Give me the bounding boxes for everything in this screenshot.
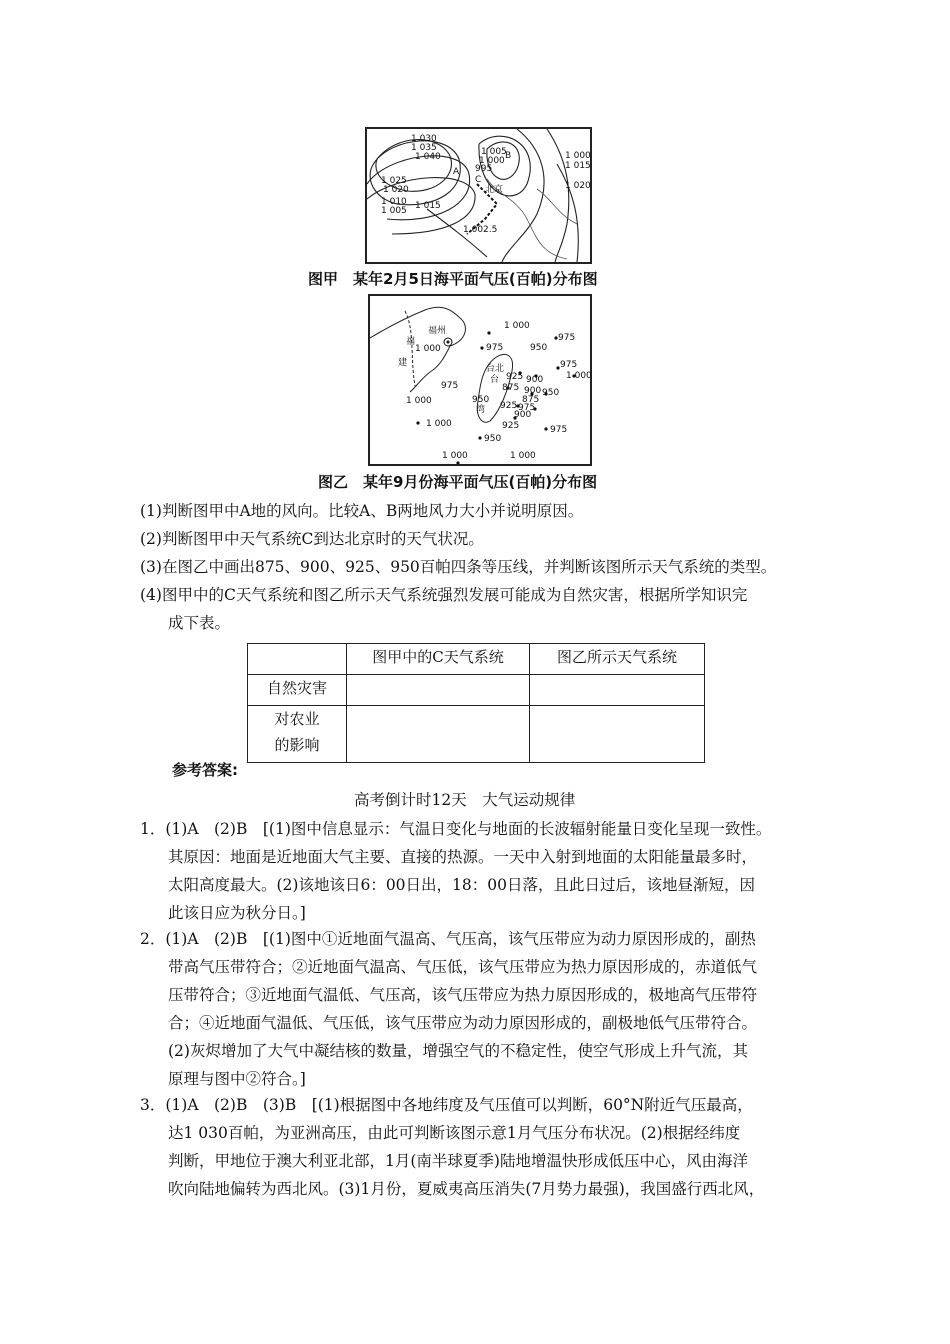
map-a-label: 1 010 bbox=[381, 197, 407, 207]
map-a-label: 995 bbox=[475, 164, 493, 174]
map-b-label: 建 bbox=[398, 358, 408, 368]
table-cell bbox=[347, 675, 530, 706]
map-b-label: 925 bbox=[502, 421, 520, 431]
answer-1-line: 此该日应为秋分日。] bbox=[168, 904, 306, 922]
map-b-label: 950 bbox=[542, 388, 560, 398]
map-b-label: 1 000 bbox=[504, 321, 530, 331]
map-b-label: 950 bbox=[530, 343, 548, 353]
map-a-label: 1 040 bbox=[415, 152, 441, 162]
map-a-label: 1 030 bbox=[411, 134, 437, 144]
taipei-label: 台北 bbox=[486, 364, 505, 374]
table-row-label-line: 对农业 bbox=[274, 710, 320, 728]
answer-heading: 参考答案: bbox=[172, 761, 238, 779]
map-b-label: 975 bbox=[550, 425, 568, 435]
coastline-b bbox=[370, 296, 590, 464]
answer-3-line: 吹向陆地偏转为西北风。(3)1月份，夏威夷高压消失(7月势力最强)，我国盛行西北风， bbox=[168, 1180, 765, 1198]
map-b-label: 1 000 bbox=[406, 396, 432, 406]
map-b-label: 1 000 bbox=[426, 419, 452, 429]
map-b-label: 875 bbox=[502, 383, 520, 393]
map-b-label: 925 bbox=[506, 372, 524, 382]
table-row-label bbox=[248, 706, 347, 763]
map-b-caption: 图乙 某年9月份海平面气压(百帕)分布图 bbox=[318, 473, 598, 491]
question-4: (4)图甲中的C天气系统和图乙所示天气系统强烈发展可能成为自然灾害，根据所学知识完 bbox=[140, 586, 748, 604]
question-4-cont: 成下表。 bbox=[168, 614, 231, 632]
answer-3-line: 达1 030百帕，为亚洲高压，由此可判断该图示意1月气压分布状况。(2)根据经纬度 bbox=[168, 1124, 741, 1142]
answer-2-line: 原理与图中②符合。] bbox=[168, 1070, 306, 1088]
map-b-label: 925 bbox=[500, 401, 518, 411]
point-a-label: A bbox=[453, 167, 460, 177]
question-3: (3)在图乙中画出875、900、925、950百帕四条等压线，并判断该图所示天气系统的类型。 bbox=[140, 558, 777, 576]
answer-2-line: 合；④近地面气温低、气压低，该气压带应为动力原因形成的，副极地低气压带符合。 bbox=[168, 1014, 758, 1032]
answer-2-line: 压带符合；③近地面气温低、气压高，该气压带应为热力原因形成的，极地高气压带符 bbox=[168, 986, 758, 1004]
map-b-label: 875 bbox=[522, 395, 540, 405]
map-b-label: 1 000 bbox=[442, 451, 468, 461]
map-b-label: 900 bbox=[514, 410, 532, 420]
map-a-label: 1 015 bbox=[565, 161, 591, 171]
section-title: 高考倒计时12天 大气运动规律 bbox=[354, 791, 576, 809]
table-header-cell: 图乙所示天气系统 bbox=[530, 644, 705, 675]
map-a-label: 1 025 bbox=[381, 176, 407, 186]
map-a-label: 1 035 bbox=[411, 143, 437, 153]
system-c-label: C bbox=[475, 175, 482, 185]
map-b-label: 975 bbox=[441, 381, 459, 391]
table-cell bbox=[530, 706, 705, 763]
isobar-lines-a bbox=[367, 129, 590, 262]
answer-1-line: 太阳高度最大。(2)该地该日6：00日出，18：00日落，且此日过后，该地昼渐短，因 bbox=[168, 876, 755, 894]
map-b-label: 975 bbox=[518, 403, 536, 413]
answer-2-line: (2)灰烬增加了大气中凝结核的数量，增强空气的不稳定性，使空气形成上升气流，其 bbox=[168, 1042, 748, 1060]
map-b-label: 900 bbox=[526, 375, 544, 385]
map-a-label: 1 000 bbox=[565, 151, 591, 161]
table-cell bbox=[347, 706, 530, 763]
map-b-label: 900 bbox=[524, 386, 542, 396]
map-a-label: 1 015 bbox=[415, 201, 441, 211]
map-b-label: 福 bbox=[406, 337, 416, 347]
map-b-label: 950 bbox=[484, 434, 502, 444]
map-b-label: 湾 bbox=[476, 405, 486, 415]
answer-3: 3．(1)A (2)B (3)B [(1)根据图中各地纬度及气压值可以判断，60°N附近气压最高， bbox=[140, 1096, 753, 1114]
map-b-label: 1 000 bbox=[566, 371, 592, 381]
map-b-label: 台 bbox=[490, 375, 500, 385]
table-cell bbox=[530, 675, 705, 706]
point-b-label: B bbox=[505, 151, 512, 161]
map-b-label: 1 000 bbox=[415, 344, 441, 354]
map-a-caption: 图甲 某年2月5日海平面气压(百帕)分布图 bbox=[308, 270, 598, 288]
table-corner-cell bbox=[248, 644, 347, 675]
map-b-label: 975 bbox=[486, 343, 504, 353]
answer-1-line: 其原因：地面是近地面大气主要、直接的热源。一天中入射到地面的太阳能量最多时， bbox=[168, 848, 758, 866]
question-2: (2)判断图甲中天气系统C到达北京时的天气状况。 bbox=[140, 530, 484, 548]
map-a-label: 1 020 bbox=[383, 185, 409, 195]
answer-1: 1．(1)A (2)B [(1)图中信息显示：气温日变化与地面的长波辐射能量日变化呈现一致性。 bbox=[140, 820, 772, 838]
answer-table bbox=[247, 643, 705, 763]
answer-3-line: 判断，甲地位于澳大利亚北部，1月(南半球夏季)陆地增温快形成低压中心，风由海洋 bbox=[168, 1152, 748, 1170]
table-row-label-line: 的影响 bbox=[274, 736, 320, 754]
map-b-label: 1 000 bbox=[510, 451, 536, 461]
map-a-label: 1 000 bbox=[479, 156, 505, 166]
answer-2: 2．(1)A (2)B [(1)图中①近地面气温高、气压高，该气压带应为动力原因形成的，副热 bbox=[140, 930, 756, 948]
fuzhou-label: 福州 bbox=[428, 326, 447, 336]
map-b-label: 975 bbox=[558, 333, 576, 343]
beijing-label: 北京 bbox=[485, 185, 504, 195]
map-a-label: 1 005 bbox=[381, 206, 407, 216]
question-1: (1)判断图甲中A地的风向。比较A、B两地风力大小并说明原因。 bbox=[140, 502, 584, 520]
table-header-cell: 图甲中的C天气系统 bbox=[347, 644, 530, 675]
answer-2-line: 带高气压带符合；②近地面气温高、气压低，该气压带应为热力原因形成的，赤道低气 bbox=[168, 958, 758, 976]
map-a-label: 1 002.5 bbox=[463, 225, 498, 235]
pressure-map-a bbox=[365, 127, 592, 264]
pressure-map-b bbox=[368, 294, 592, 466]
map-a-label: 1 020 bbox=[565, 181, 591, 191]
map-b-label: 950 bbox=[472, 395, 490, 405]
map-b-label: 975 bbox=[560, 360, 578, 370]
map-a-label: 1 005 bbox=[481, 147, 507, 157]
table-row-label: 自然灾害 bbox=[248, 675, 347, 706]
